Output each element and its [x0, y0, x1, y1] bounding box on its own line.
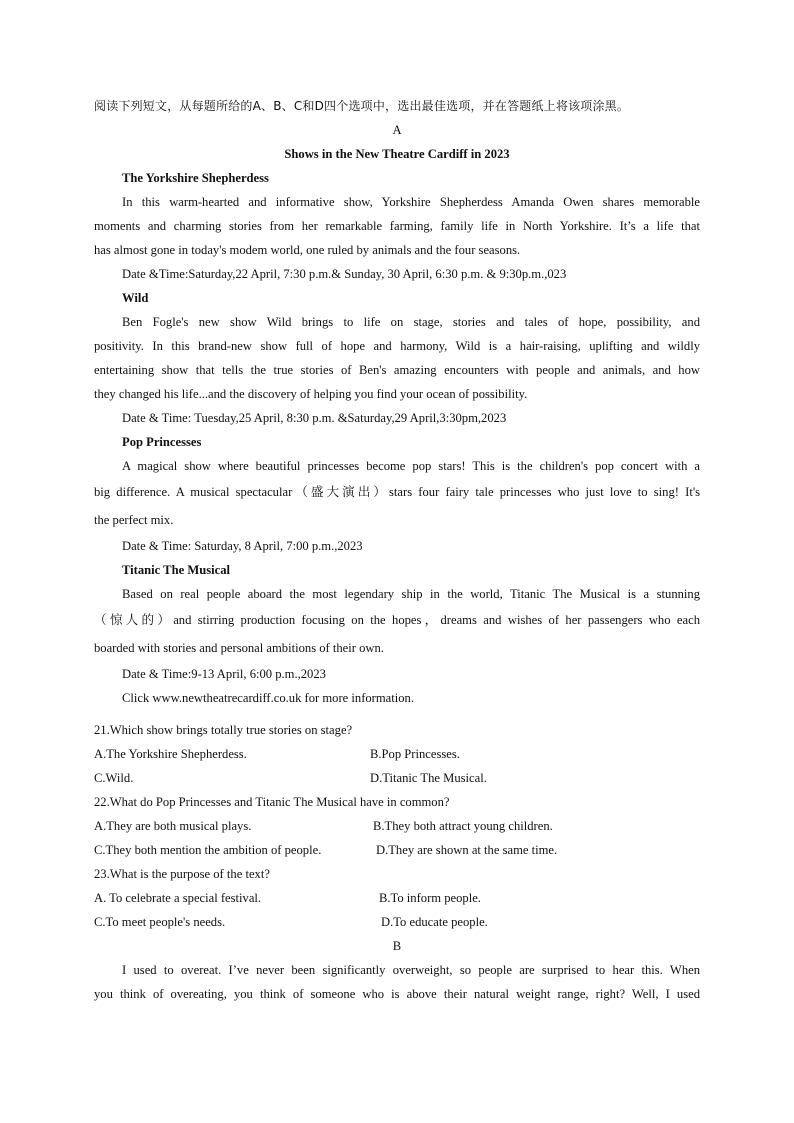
passage-b-line: I used to overeat. I’ve never been significantly overweight, so people are surprised to hear this. When	[122, 963, 700, 977]
option-c: C.To meet people's needs.	[94, 915, 226, 929]
show-text-line: positivity. In this brand-new show full of hope and harmony, Wild is a hair-raising, uplifting and wildly	[94, 339, 700, 353]
show-date: Date & Time:9-13 April, 6:00 p.m.,2023	[122, 667, 326, 681]
option-d: D.Titanic The Musical.	[370, 771, 487, 785]
option-row	[94, 766, 700, 790]
show-date: Date & Time: Saturday, 8 April, 7:00 p.m.,2023	[122, 539, 363, 553]
option-d: D.To educate people.	[381, 915, 488, 929]
show-date: Date &Time:Saturday,22 April, 7:30 p.m.& Sunday, 30 April, 6:30 p.m. & 9:30p.m.,023	[122, 267, 567, 281]
option-row	[94, 910, 700, 934]
option-row	[94, 814, 700, 838]
show-title: Titanic The Musical	[122, 563, 230, 577]
question-stem: 21.Which show brings totally true stories on stage?	[94, 723, 353, 737]
passage-b-label: B	[392, 939, 402, 953]
show-text-line: boarded with stories and personal ambitions of their own.	[94, 641, 384, 655]
show-date: Date & Time: Tuesday,25 April, 8:30 p.m. &Saturday,29 April,3:30pm,2023	[122, 411, 507, 425]
option-c: C.They both mention the ambition of people.	[94, 843, 322, 857]
more-info-link-text: Click www.newtheatrecardiff.co.uk for more information.	[122, 691, 415, 705]
option-a: A. To celebrate a special festival.	[94, 891, 262, 905]
show-text-line: moments and charming stories from her remarkable farming, family life in North Yorkshire. It’s a life that	[94, 219, 700, 233]
option-a: A.The Yorkshire Shepherdess.	[94, 747, 247, 761]
option-row	[94, 742, 700, 766]
show-title: Pop Princesses	[122, 435, 202, 449]
option-row	[94, 838, 700, 862]
show-title: Wild	[122, 291, 149, 305]
show-text-line: Ben Fogle's new show Wild brings to life on stage, stories and tales of hope, possibility, and	[122, 315, 700, 329]
option-a: A.They are both musical plays.	[94, 819, 252, 833]
passage-a-title: Shows in the New Theatre Cardiff in 2023	[284, 147, 510, 161]
show-text-line: big difference. A musical spectacular（盛大演出）stars four fairy tale princesses who just love to sing! It's	[94, 485, 700, 499]
show-text-line: the perfect mix.	[94, 513, 174, 527]
option-d: D.They are shown at the same time.	[376, 843, 558, 857]
option-b: B.To inform people.	[379, 891, 481, 905]
question-stem: 23.What is the purpose of the text?	[94, 867, 270, 881]
show-text-line: they changed his life...and the discovery of helping you find your ocean of possibility.	[94, 387, 528, 401]
exam-page	[94, 94, 700, 1006]
option-b: B.They both attract young children.	[373, 819, 553, 833]
show-title: The Yorkshire Shepherdess	[122, 171, 269, 185]
show-text-line: has almost gone in today's modem world, one ruled by animals and the four seasons.	[94, 243, 521, 257]
option-row	[94, 886, 700, 910]
option-b: B.Pop Princesses.	[370, 747, 460, 761]
show-text-line: Based on real people aboard the most legendary ship in the world, Titanic The Musical is a stunning	[122, 587, 700, 601]
question-stem: 22.What do Pop Princesses and Titanic The Musical have in common?	[94, 795, 450, 809]
passage-a-label: A	[392, 123, 402, 137]
show-text-line: In this warm-hearted and informative show, Yorkshire Shepherdess Amanda Owen shares memorable	[122, 195, 700, 209]
show-text-line: A magical show where beautiful princesses become pop stars! This is the children's pop concert with a	[122, 459, 700, 473]
passage-b-line: you think of overeating, you think of someone who is above their natural weight range, right? Well, I used	[94, 987, 700, 1001]
instruction-text: 阅读下列短文，从每题所给的A、B、C和D四个选项中，选出最佳选项，并在答题纸上将该项涂黑。	[94, 99, 630, 113]
option-c: C.Wild.	[94, 771, 134, 785]
show-text-line: entertaining show that tells the true stories of Ben's amazing encounters with people and animals, and how	[94, 363, 700, 377]
show-text-line: （惊人的）and stirring production focusing on the hopes，dreams and wishes of her passengers who each	[94, 613, 700, 627]
